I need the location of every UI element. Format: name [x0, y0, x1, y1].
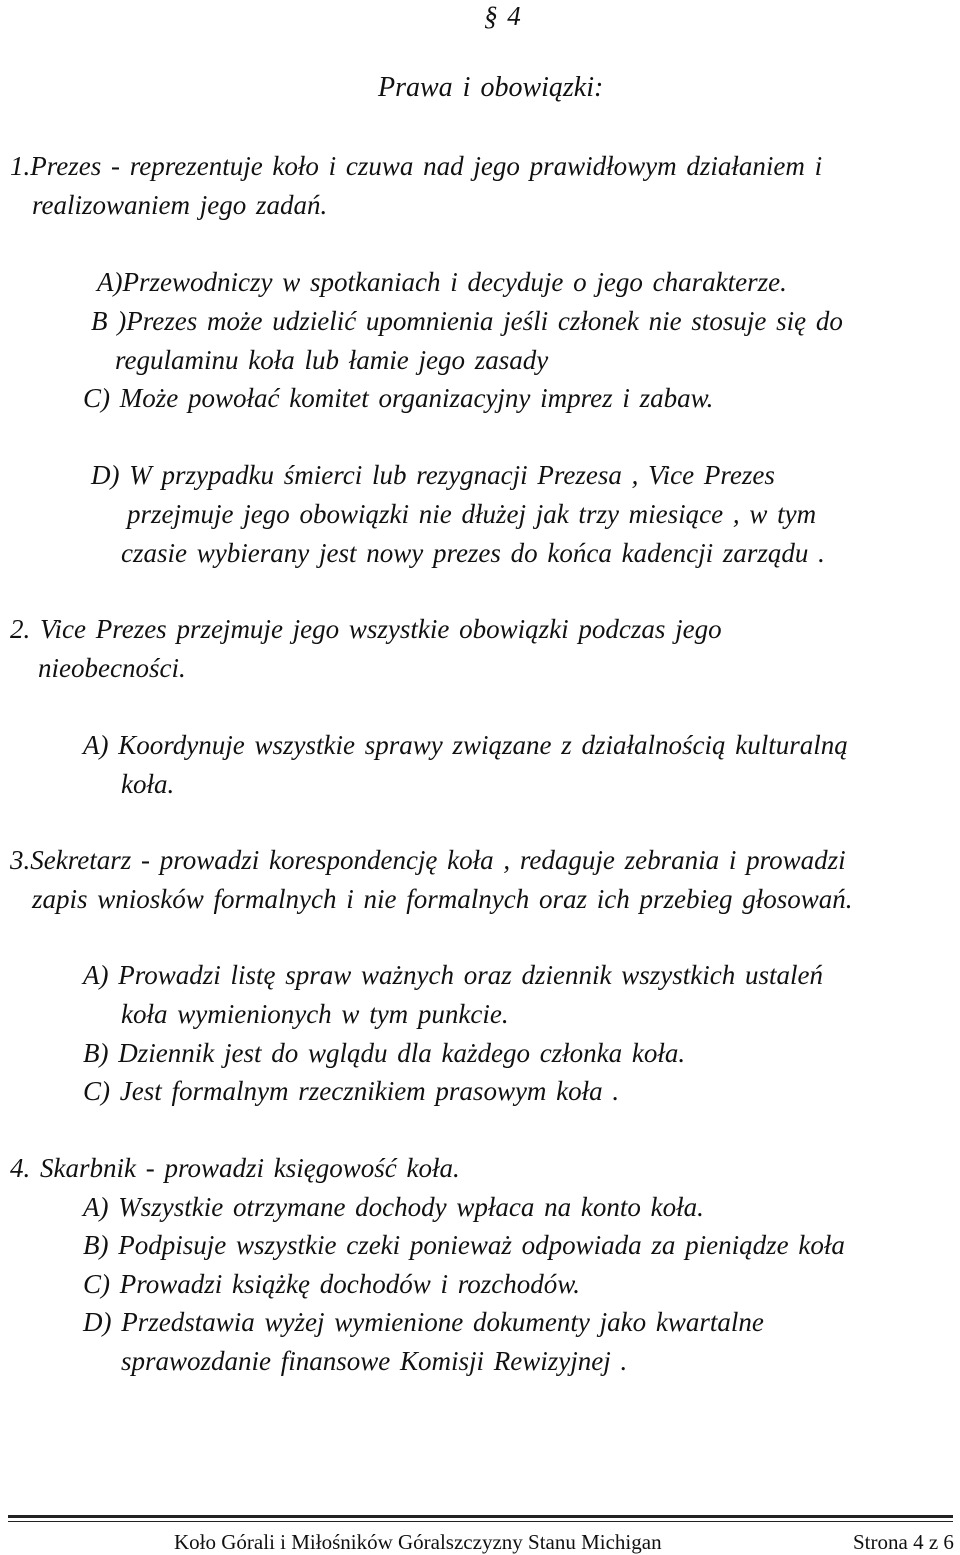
paragraph-line: 4. Skarbnik - prowadzi księgowość koła.	[10, 1153, 460, 1183]
footer-rule	[8, 1515, 953, 1518]
paragraph-line: koła.	[121, 769, 175, 799]
footer-organization: Koło Górali i Miłośników Góralszczyzny Stanu Michigan	[174, 1530, 662, 1554]
paragraph-line: B )Prezes może udzielić upomnienia jeśli członek nie stosuje się do	[91, 306, 843, 336]
paragraph-line: 3.Sekretarz - prowadzi korespondencję koła , redaguje zebrania i prowadzi	[10, 845, 846, 875]
paragraph-line: D) Przedstawia wyżej wymienione dokumenty jako kwartalne	[83, 1307, 764, 1337]
paragraph-line: regulaminu koła lub łamie jego zasady	[115, 345, 549, 375]
paragraph-line: czasie wybierany jest nowy prezes do końca kadencji zarządu .	[121, 538, 825, 568]
paragraph-line: 1.Prezes - reprezentuje koło i czuwa nad jego prawidłowym działaniem i	[10, 151, 823, 181]
paragraph-line: przejmuje jego obowiązki nie dłużej jak trzy miesiące , w tym	[127, 499, 817, 529]
paragraph-line: B) Dziennik jest do wglądu dla każdego członka koła.	[83, 1038, 686, 1068]
paragraph-line: A) Koordynuje wszystkie sprawy związane z działalnością kulturalną	[83, 730, 848, 760]
paragraph-line: 2. Vice Prezes przejmuje jego wszystkie obowiązki podczas jego	[10, 614, 722, 644]
paragraph-line: sprawozdanie finansowe Komisji Rewizyjnej .	[121, 1346, 628, 1376]
paragraph-line: zapis wniosków formalnych i nie formalnych oraz ich przebieg głosowań.	[32, 884, 853, 914]
paragraph-line: B) Podpisuje wszystkie czeki ponieważ odpowiada za pieniądze koła	[83, 1230, 845, 1260]
section-number: § 4	[484, 1, 521, 31]
page-title: Prawa i obowiązki:	[378, 72, 604, 103]
footer-rule-thin	[8, 1521, 953, 1522]
paragraph-line: D) W przypadku śmierci lub rezygnacji Prezesa , Vice Prezes	[91, 460, 775, 490]
paragraph-line: A)Przewodniczy w spotkaniach i decyduje o jego charakterze.	[97, 267, 787, 297]
paragraph-line: C) Jest formalnym rzecznikiem prasowym koła .	[83, 1076, 620, 1106]
paragraph-line: C) Może powołać komitet organizacyjny imprez i zabaw.	[83, 383, 714, 413]
paragraph-line: C) Prowadzi książkę dochodów i rozchodów.	[83, 1269, 580, 1299]
paragraph-line: realizowaniem jego zadań.	[32, 190, 328, 220]
paragraph-line: koła wymienionych w tym punkcie.	[121, 999, 509, 1029]
footer-page-number: Strona 4 z 6	[853, 1530, 954, 1554]
paragraph-line: A) Prowadzi listę spraw ważnych oraz dziennik wszystkich ustaleń	[83, 960, 823, 990]
paragraph-line: nieobecności.	[38, 653, 186, 683]
paragraph-line: A) Wszystkie otrzymane dochody wpłaca na konto koła.	[83, 1192, 704, 1222]
